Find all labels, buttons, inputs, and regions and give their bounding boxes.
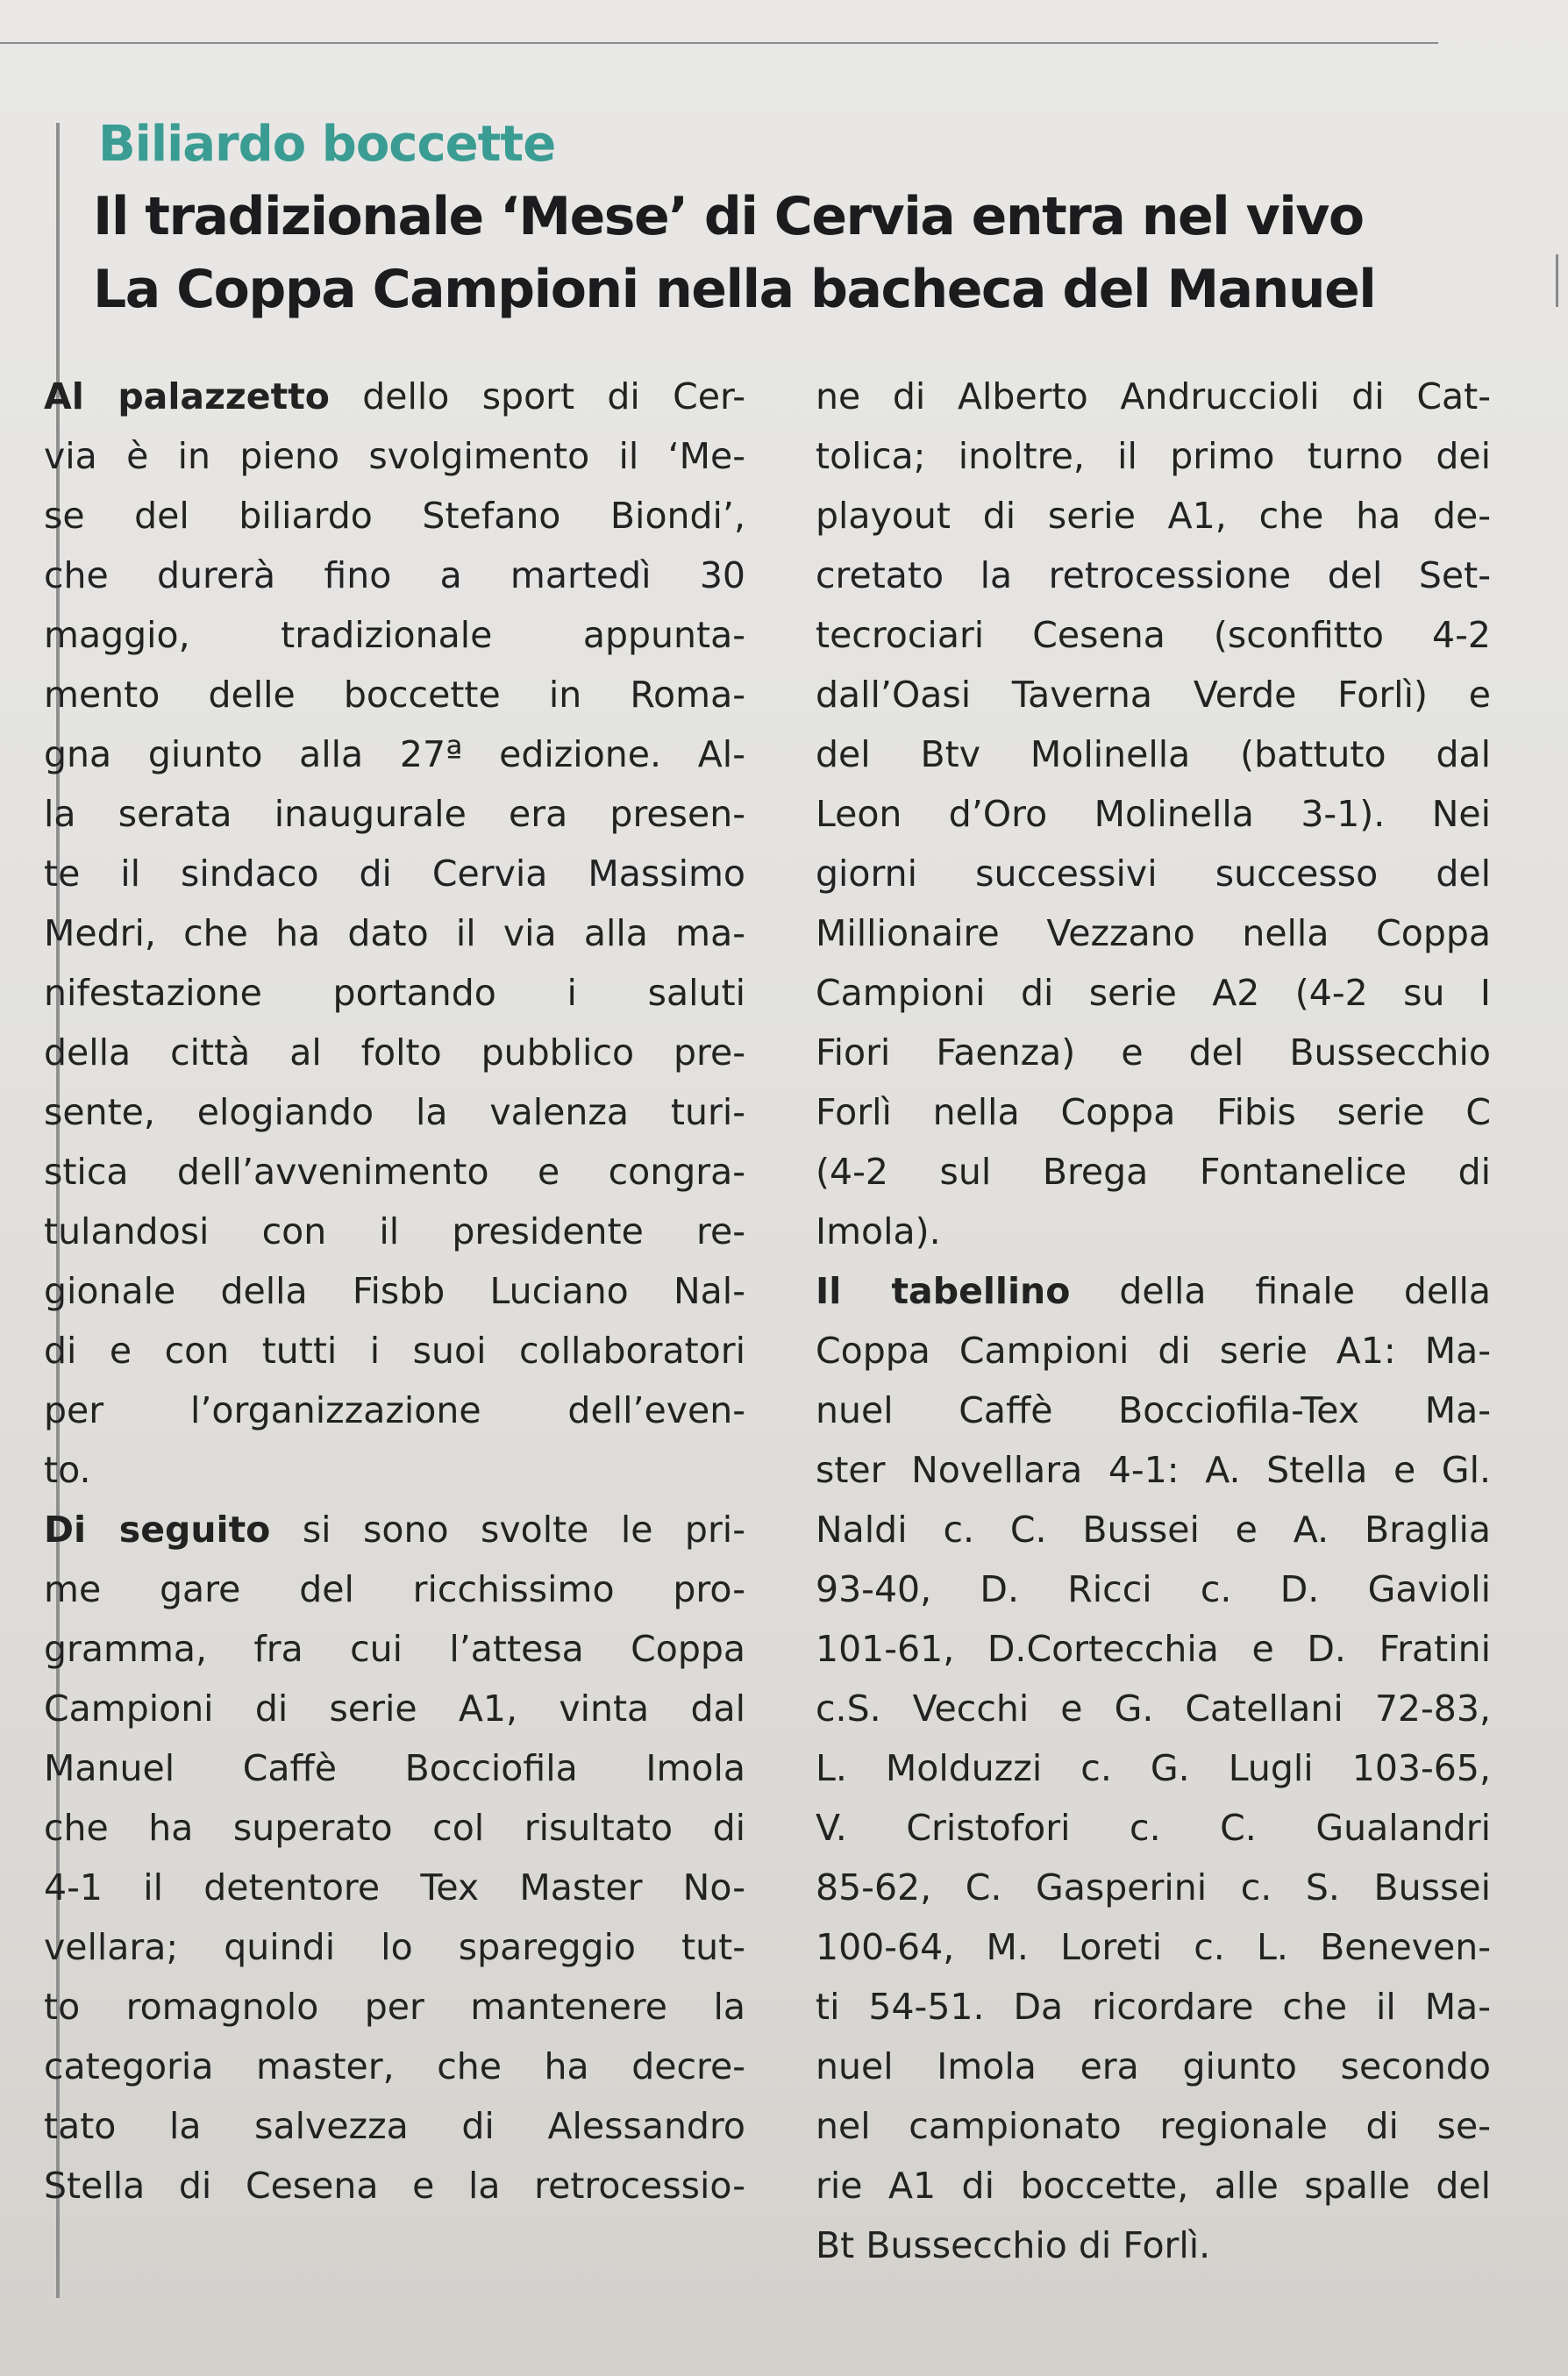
article-text-line	[816, 1679, 1491, 1738]
line-text: di e con tutti i suoi collaboratori	[44, 1330, 745, 1372]
article-text-line	[816, 1619, 1491, 1679]
article-text-line	[44, 1559, 745, 1619]
line-text: Leon d’Oro Molinella 3-1). Nei	[816, 793, 1491, 835]
line-text: sente, elogiando la valenza turi-	[44, 1091, 745, 1133]
line-text: Millionaire Vezzano nella Coppa	[816, 912, 1491, 954]
line-text: Forlì nella Coppa Fibis serie C	[816, 1091, 1491, 1133]
line-text: gramma, fra cui l’attesa Coppa	[44, 1628, 745, 1670]
article-text-line	[44, 724, 745, 784]
article-text-line	[44, 1679, 745, 1738]
article-text-line	[816, 1261, 1491, 1321]
article-text-line	[816, 784, 1491, 844]
article-text-line	[816, 367, 1491, 426]
article-text-line	[44, 2096, 745, 2156]
line-text: si sono svolte le pri-	[270, 1509, 745, 1551]
line-text: stica dell’avvenimento e congra-	[44, 1151, 745, 1193]
article-text-line	[816, 1500, 1491, 1559]
article-text-line	[816, 486, 1491, 546]
article-text-line	[44, 1023, 745, 1082]
line-text: la serata inaugurale era presen-	[44, 793, 745, 835]
article-column-right	[816, 367, 1491, 2275]
line-text: 101-61, D.Cortecchia e D. Fratini	[816, 1628, 1491, 1670]
article-text-line	[816, 1321, 1491, 1381]
article-text-line	[44, 1082, 745, 1142]
line-text: dello sport di Cer-	[329, 375, 745, 417]
line-text: c.S. Vecchi e G. Catellani 72-83,	[816, 1687, 1491, 1730]
line-text: (4-2 sul Brega Fontanelice di	[816, 1151, 1491, 1193]
line-text: Naldi c. C. Bussei e A. Braglia	[816, 1509, 1491, 1551]
article-text-line	[816, 903, 1491, 963]
line-text: to romagnolo per mantenere la	[44, 1986, 745, 2028]
article-text-line	[816, 1142, 1491, 1202]
line-text: nuel Imola era giunto secondo	[816, 2045, 1491, 2087]
article-text-line	[44, 1738, 745, 1798]
line-text: Bt Bussecchio di Forlì.	[816, 2224, 1211, 2266]
line-text: Medri, che ha dato il via alla ma-	[44, 912, 745, 954]
article-text-line	[44, 605, 745, 665]
page-edge-mark	[1556, 254, 1568, 307]
paragraph-lead: Di seguito	[44, 1509, 271, 1551]
article-text-line	[44, 844, 745, 903]
line-text: della città al folto pubblico pre-	[44, 1031, 745, 1074]
line-text: ster Novellara 4-1: A. Stella e Gl.	[816, 1449, 1491, 1491]
article-text-line	[44, 367, 745, 426]
article-text-line	[816, 1917, 1491, 1977]
line-text: ne di Alberto Andruccioli di Cat-	[816, 375, 1491, 417]
article-text-line	[816, 724, 1491, 784]
line-text: che ha superato col risultato di	[44, 1807, 745, 1849]
line-text: 100-64, M. Loreti c. L. Beneven-	[816, 1926, 1491, 1968]
line-text: vellara; quindi lo spareggio tut-	[44, 1926, 745, 1968]
line-text: Campioni di serie A1, vinta dal	[44, 1687, 745, 1730]
line-text: se del biliardo Stefano Biondi’,	[44, 495, 745, 537]
line-text: me gare del ricchissimo pro-	[44, 1568, 745, 1610]
top-divider	[0, 42, 1438, 44]
headline-line-1: Il tradizionale ‘Mese’ di Cervia entra nel vivo	[93, 186, 1364, 247]
line-text: nifestazione portando i saluti	[44, 972, 745, 1014]
line-text: Campioni di serie A2 (4-2 su I	[816, 972, 1491, 1014]
line-text: 93-40, D. Ricci c. D. Gavioli	[816, 1568, 1491, 1610]
article-text-line	[44, 963, 745, 1023]
article-text-line	[44, 1142, 745, 1202]
line-text: per l’organizzazione dell’even-	[44, 1389, 745, 1431]
line-text: gna giunto alla 27ª edizione. Al-	[44, 733, 745, 775]
article-text-line	[816, 1559, 1491, 1619]
article-text-line	[816, 1202, 1491, 1261]
article-text-line	[816, 1738, 1491, 1798]
line-text: della finale della	[1070, 1270, 1491, 1312]
article-text-line	[816, 844, 1491, 903]
line-text: Fiori Faenza) e del Bussecchio	[816, 1031, 1491, 1074]
line-text: categoria master, che ha decre-	[44, 2045, 745, 2087]
article-text-line	[816, 1798, 1491, 1858]
section-kicker: Biliardo boccette	[98, 116, 556, 173]
line-text: L. Molduzzi c. G. Lugli 103-65,	[816, 1747, 1491, 1789]
article-text-line	[44, 1977, 745, 2037]
article-text-line	[816, 1381, 1491, 1440]
article-text-line	[816, 2096, 1491, 2156]
article-text-line	[816, 1440, 1491, 1500]
headline-line-2: La Coppa Campioni nella bacheca del Manuel	[93, 259, 1376, 320]
article-text-line	[44, 784, 745, 844]
line-text: tolica; inoltre, il primo turno dei	[816, 435, 1491, 477]
article-text-line	[816, 426, 1491, 486]
article-text-line	[44, 1917, 745, 1977]
article-text-line	[44, 1440, 745, 1500]
line-text: gionale della Fisbb Luciano Nal-	[44, 1270, 745, 1312]
article-text-line	[816, 665, 1491, 724]
line-text: ti 54-51. Da ricordare che il Ma-	[816, 1986, 1491, 2028]
line-text: Manuel Caffè Bocciofila Imola	[44, 1747, 745, 1789]
line-text: che durerà fino a martedì 30	[44, 554, 745, 596]
article-text-line	[44, 1500, 745, 1559]
article-text-line	[816, 1023, 1491, 1082]
article-text-line	[816, 963, 1491, 1023]
line-text: dall’Oasi Taverna Verde Forlì) e	[816, 674, 1491, 716]
line-text: playout di serie A1, che ha de-	[816, 495, 1491, 537]
line-text: del Btv Molinella (battuto dal	[816, 733, 1491, 775]
line-text: 4-1 il detentore Tex Master No-	[44, 1866, 745, 1909]
line-text: giorni successivi successo del	[816, 853, 1491, 895]
line-text: Imola).	[816, 1210, 941, 1252]
article-text-line	[44, 546, 745, 605]
article-text-line	[44, 1321, 745, 1381]
line-text: tulandosi con il presidente re-	[44, 1210, 745, 1252]
article-text-line	[44, 1381, 745, 1440]
line-text: cretato la retrocessione del Set-	[816, 554, 1491, 596]
line-text: te il sindaco di Cervia Massimo	[44, 853, 745, 895]
article-text-line	[44, 486, 745, 546]
line-text: to.	[44, 1449, 91, 1491]
line-text: mento delle boccette in Roma-	[44, 674, 745, 716]
article-text-line	[44, 903, 745, 963]
article-column-left	[44, 367, 745, 2215]
article-text-line	[816, 1082, 1491, 1142]
article-text-line	[816, 546, 1491, 605]
article-text-line	[44, 665, 745, 724]
article-text-line	[44, 426, 745, 486]
article-text-line	[44, 1798, 745, 1858]
line-text: Stella di Cesena e la retrocessio-	[44, 2165, 745, 2207]
line-text: Coppa Campioni di serie A1: Ma-	[816, 1330, 1491, 1372]
line-text: maggio, tradizionale appunta-	[44, 614, 745, 656]
line-text: rie A1 di boccette, alle spalle del	[816, 2165, 1491, 2207]
article-text-line	[44, 1858, 745, 1917]
article-text-line	[44, 2037, 745, 2096]
line-text: nuel Caffè Bocciofila-Tex Ma-	[816, 1389, 1491, 1431]
article-text-line	[816, 2037, 1491, 2096]
article-text-line	[44, 1202, 745, 1261]
line-text: nel campionato regionale di se-	[816, 2105, 1491, 2147]
line-text: tato la salvezza di Alessandro	[44, 2105, 745, 2147]
article-text-line	[816, 2215, 1491, 2275]
article-text-line	[816, 2156, 1491, 2215]
line-text: via è in pieno svolgimento il ‘Me-	[44, 435, 745, 477]
line-text: V. Cristofori c. C. Gualandri	[816, 1807, 1491, 1849]
article-text-line	[816, 1977, 1491, 2037]
paragraph-lead: Al palazzetto	[44, 375, 330, 417]
article-text-line	[44, 1619, 745, 1679]
article-text-line	[44, 1261, 745, 1321]
article-text-line	[44, 2156, 745, 2215]
article-text-line	[816, 605, 1491, 665]
paragraph-lead: Il tabellino	[816, 1270, 1071, 1312]
article-text-line	[816, 1858, 1491, 1917]
line-text: 85-62, C. Gasperini c. S. Bussei	[816, 1866, 1491, 1909]
line-text: tecrociari Cesena (sconfitto 4-2	[816, 614, 1491, 656]
